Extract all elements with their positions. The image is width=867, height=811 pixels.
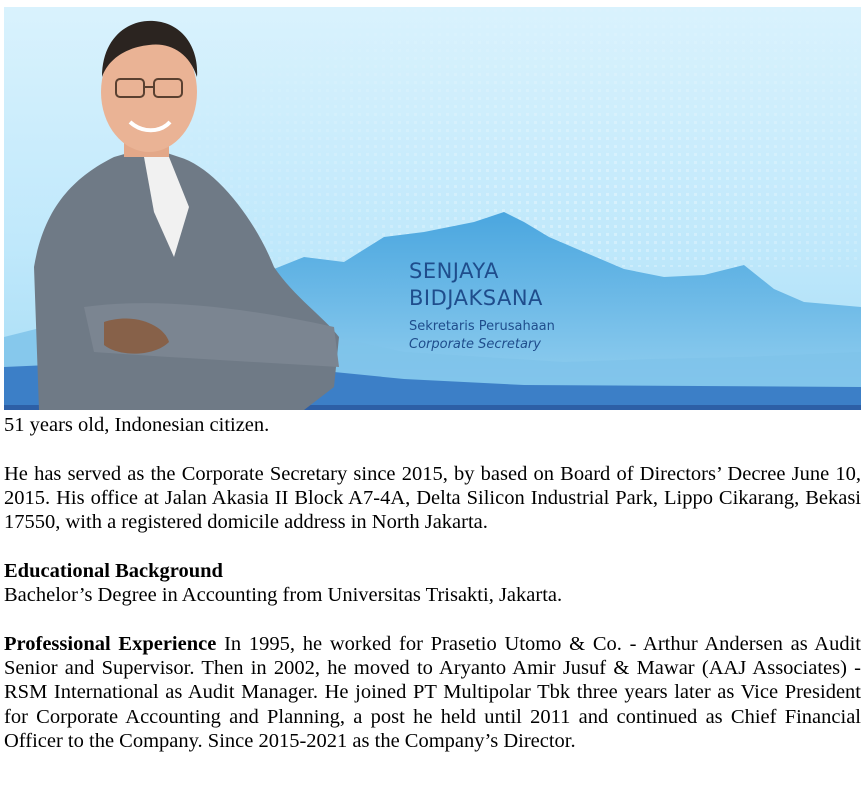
age-citizenship-line: 51 years old, Indonesian citizen.	[4, 414, 270, 436]
service-paragraph: He has served as the Corporate Secretary since 2015, by based on Board of Directors’ Decree June 10, 2015. His office at Jalan Akasia II Block A7-4A, Delta Silicon Industrial Park, Lippo Cikarang, Bekasi 17550, with a registered domicile address in North Jakarta.	[4, 462, 861, 534]
profile-name-block	[409, 258, 555, 352]
experience-text: In 1995, he worked for Prasetio Utomo & Co. - Arthur Andersen as Audit Senior and Supervisor. Then in 2002, he moved to Aryanto Amir Jusuf & Mawar (AAJ Associates) - RSM International as Audit Manager. He joined PT Multipolar Tbk three years later as Vice President for Corporate Accounting and Planning, a post he held until 2011 and continued as Chief Financial Officer to the Company. Since 2015-2021 as the Company’s Director.	[4, 632, 861, 752]
profile-last-name: BIDJAKSANA	[409, 286, 543, 310]
paragraph-spacer	[4, 437, 861, 461]
experience-heading: Professional Experience	[4, 632, 217, 655]
profile-banner	[4, 7, 861, 410]
paragraph-spacer	[4, 534, 861, 558]
profile-first-name: SENJAYA	[409, 259, 499, 283]
experience-paragraph	[4, 632, 861, 753]
education-heading: Educational Background	[4, 559, 223, 582]
paragraph-spacer	[4, 607, 861, 631]
bio-text	[4, 413, 861, 753]
profile-role-indonesian: Sekretaris Perusahaan	[409, 319, 555, 334]
education-text: Bachelor’s Degree in Accounting from Universitas Trisakti, Jakarta.	[4, 584, 563, 607]
profile-role-english: Corporate Secretary	[409, 337, 541, 352]
